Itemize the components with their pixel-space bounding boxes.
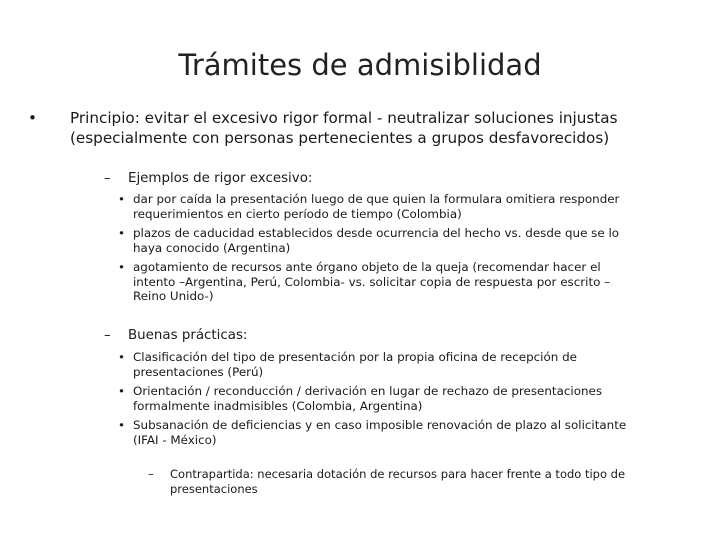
practice-item-2 xyxy=(118,384,603,413)
dash-marker: – xyxy=(104,328,111,343)
principle-line-1: Principio: evitar el excesivo rigor formal - neutralizar soluciones injustas xyxy=(70,109,618,127)
practice-item-3-line-2: (IFAI - México) xyxy=(133,432,217,447)
rigor-item-3 xyxy=(118,260,611,304)
rigor-item-3-line-1: agotamiento de recursos ante órgano objeto de la queja (recomendar hacer el xyxy=(133,260,601,274)
bullet-marker: • xyxy=(118,192,126,206)
bullet-marker: • xyxy=(28,109,37,127)
dash-marker: – xyxy=(104,171,111,186)
practice-item-1-line-1: Clasificación del tipo de presentación por la propia oficina de recepción de xyxy=(133,350,577,364)
practice-item-2-line-2: formalmente inadmisibles (Colombia, Argentina) xyxy=(133,398,423,413)
rigor-item-2-line-2: haya conocido (Argentina) xyxy=(133,240,291,255)
bullet-marker: • xyxy=(118,418,126,432)
practice-item-2-line-1: Orientación / reconducción / derivación en lugar de rechazo de presentaciones xyxy=(133,384,603,398)
rigor-item-1-line-2: requerimientos en cierto período de tiempo (Colombia) xyxy=(133,206,462,221)
practice-item-1 xyxy=(118,350,577,379)
rigor-item-3-line-3: Reino Unido-) xyxy=(133,289,214,303)
practices-heading-item xyxy=(104,327,248,345)
rigor-item-1 xyxy=(118,192,620,221)
slide-title: Trámites de admisiblidad xyxy=(178,48,542,82)
rigor-heading: Ejemplos de rigor excesivo: xyxy=(128,171,313,186)
rigor-item-2-line-1: plazos de caducidad establecidos desde ocurrencia del hecho vs. desde que se lo xyxy=(133,226,620,240)
principle-bullet xyxy=(28,108,700,148)
bullet-marker: • xyxy=(118,384,126,398)
rigor-item-3-line-2: intento –Argentina, Perú, Colombia- vs. solicitar copia de respuesta por escrito – xyxy=(133,274,611,289)
rigor-item-2 xyxy=(118,226,620,255)
practice-sub-item xyxy=(148,467,626,496)
rigor-heading-item xyxy=(104,170,313,188)
practice-sub-line-2: presentaciones xyxy=(170,481,258,496)
practice-sub-line-1: Contrapartida: necesaria dotación de recursos para hacer frente a todo tipo de xyxy=(170,467,626,481)
dash-marker: – xyxy=(148,467,154,481)
practice-item-1-line-2: presentaciones (Perú) xyxy=(133,364,264,379)
practice-item-3 xyxy=(118,418,627,447)
practice-item-3-line-1: Subsanación de deficiencias y en caso imposible renovación de plazo al solicitante xyxy=(133,418,627,432)
bullet-marker: • xyxy=(118,226,126,240)
bullet-marker: • xyxy=(118,260,126,274)
rigor-item-1-line-1: dar por caída la presentación luego de que quien la formulara omitiera responder xyxy=(133,192,620,206)
bullet-marker: • xyxy=(118,350,126,364)
practices-heading: Buenas prácticas: xyxy=(128,328,248,343)
principle-line-2: (especialmente con personas pertenecientes a grupos desfavorecidos) xyxy=(70,129,610,147)
